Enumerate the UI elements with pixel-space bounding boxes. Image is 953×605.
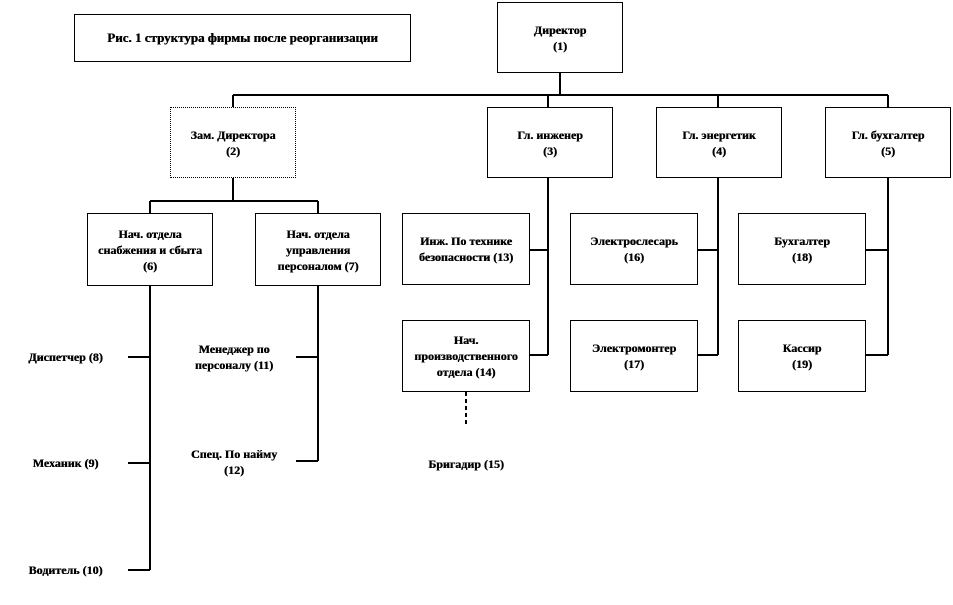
node-hr-manager-line1: Менеджер по — [198, 342, 270, 356]
node-chief-accountant-num: (5) — [881, 143, 895, 158]
node-chief-accountant-name: Гл. бухгалтер — [851, 127, 925, 142]
node-director-num: (1) — [553, 38, 567, 53]
node-hr-manager — [175, 341, 293, 373]
node-accountant-num: (18) — [791, 250, 812, 264]
node-recruiter-line1: Спец. По найму — [190, 447, 278, 461]
node-chief-engineer — [487, 107, 613, 178]
node-chief-engineer-num: (3) — [543, 143, 557, 158]
node-head-production-line2: производственного — [414, 349, 518, 363]
node-head-production — [402, 320, 530, 392]
figure-title-box — [74, 14, 411, 62]
node-head-supply-sales — [87, 213, 213, 286]
node-cashier-num: (19) — [791, 357, 812, 371]
node-safety-engineer — [402, 213, 530, 285]
node-head-supply-sales-line1: Нач. отдела — [118, 226, 182, 241]
node-foreman: Бригадир (15) — [428, 457, 504, 471]
node-electrician-fitter-name: Электрослесарь — [590, 234, 678, 248]
node-hr-manager-line2: персоналу (11) — [194, 358, 274, 372]
node-electrician — [570, 320, 698, 392]
node-chief-accountant — [825, 107, 951, 178]
node-deputy-director-name: Зам. Директора — [190, 127, 276, 142]
node-driver: Водитель (10) — [28, 563, 103, 577]
node-recruiter — [175, 446, 293, 478]
node-dispatcher: Диспетчер (8) — [28, 350, 103, 364]
node-director-name: Директор — [533, 22, 587, 37]
figure-title: Рис. 1 структура фирмы после реорганизации — [107, 30, 378, 45]
node-chief-engineer-name: Гл. инженер — [517, 127, 583, 142]
node-deputy-director — [170, 107, 296, 178]
node-chief-power-engineer-name: Гл. энергетик — [682, 127, 756, 142]
node-electrician-fitter — [570, 213, 698, 285]
node-head-supply-sales-num: (6) — [143, 258, 157, 273]
node-electrician-num: (17) — [623, 357, 644, 371]
node-director — [497, 2, 623, 73]
node-safety-engineer-line1: Инж. По технике — [419, 234, 513, 248]
node-mechanic: Механик (9) — [32, 456, 99, 470]
node-electrician-name: Электромонтер — [591, 341, 677, 355]
node-recruiter-line2: (12) — [224, 463, 244, 477]
node-deputy-director-num: (2) — [225, 143, 240, 158]
node-accountant — [738, 213, 866, 285]
node-cashier — [738, 320, 866, 392]
node-head-hr-line2: управления — [285, 242, 351, 257]
node-chief-power-engineer-num: (4) — [711, 143, 726, 158]
node-head-supply-sales-line2: снабжения и сбыта — [98, 242, 202, 257]
node-head-production-line3: отдела (14) — [436, 365, 496, 379]
node-safety-engineer-line2: безопасности (13) — [418, 250, 514, 264]
node-head-hr-line3: персоналом (7) — [277, 258, 359, 273]
node-head-hr — [255, 213, 381, 286]
node-accountant-name: Бухгалтер — [774, 234, 830, 248]
node-cashier-name: Кассир — [782, 341, 822, 355]
node-head-production-line1: Нач. — [453, 333, 479, 347]
node-chief-power-engineer — [656, 107, 782, 178]
node-head-hr-line1: Нач. отдела — [286, 226, 350, 241]
node-electrician-fitter-num: (16) — [623, 250, 644, 264]
